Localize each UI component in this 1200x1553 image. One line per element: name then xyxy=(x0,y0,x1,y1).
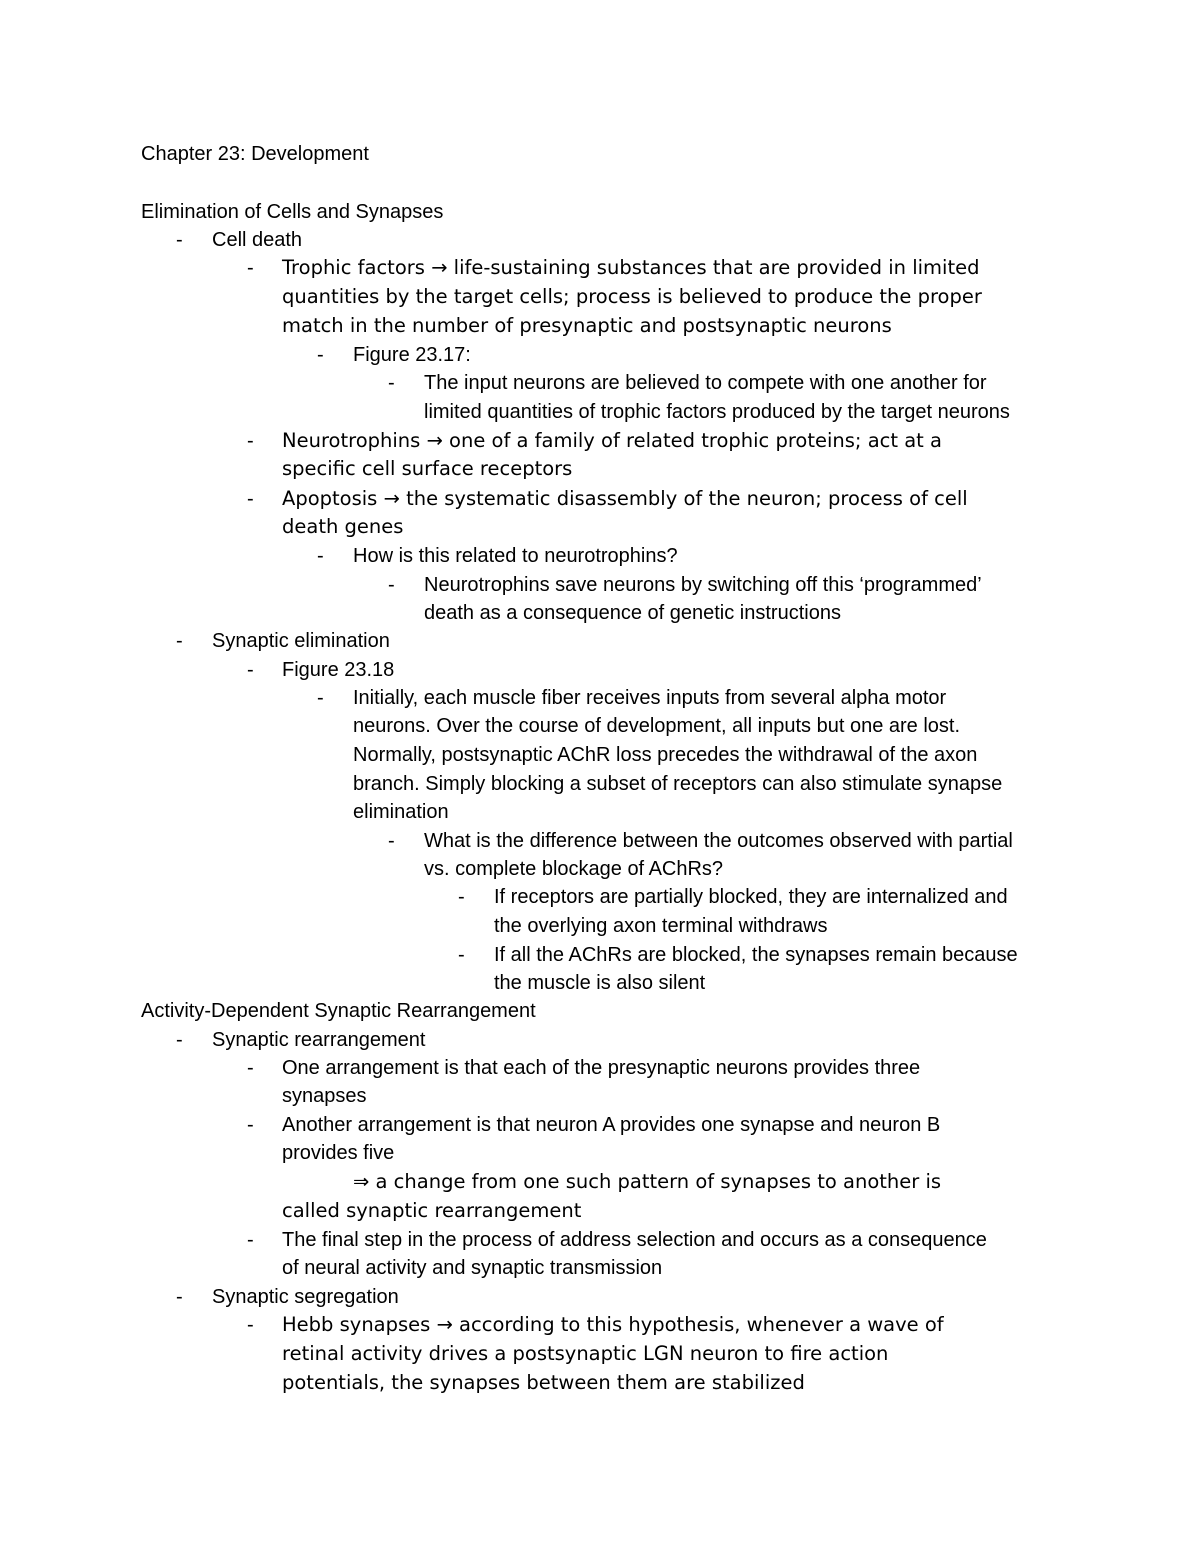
bullet-synaptic-rearrangement: Synaptic rearrangement xyxy=(212,1029,426,1051)
bullet-text-line: ⇒ a change from one such pattern of synapses to another is xyxy=(353,1170,942,1193)
bullet-text-line: How is this related to neurotrophins? xyxy=(353,545,678,567)
bullet-text-line: death as a consequence of genetic instructions xyxy=(424,602,841,624)
bullet-text-line: specific cell surface receptors xyxy=(282,457,573,480)
bullet-dash: - xyxy=(317,687,324,709)
bullet-dash: - xyxy=(317,344,324,366)
bullet-text-line: called synaptic rearrangement xyxy=(282,1199,582,1222)
bullet-dash: - xyxy=(458,886,465,908)
bullet-text-line: Initially, each muscle fiber receives inputs from several alpha motor xyxy=(353,687,947,709)
bullet-text-line: Hebb synapses → according to this hypothesis, whenever a wave of xyxy=(282,1313,944,1336)
bullet-text-line: If all the AChRs are blocked, the synapses remain because xyxy=(494,944,1018,966)
bullet-text-line: neurons. Over the course of development, all inputs but one are lost. xyxy=(353,715,961,737)
bullet-text-line: Neurotrophins → one of a family of related trophic proteins; act at a xyxy=(282,429,942,452)
bullet-text-line: The final step in the process of address selection and occurs as a consequence xyxy=(282,1229,987,1251)
section-heading: Activity-Dependent Synaptic Rearrangement xyxy=(141,1000,536,1022)
bullet-dash: - xyxy=(176,630,183,652)
bullet-text-line: match in the number of presynaptic and postsynaptic neurons xyxy=(282,314,892,337)
bullet-text-line: If receptors are partially blocked, they are internalized and xyxy=(494,886,1008,908)
bullet-text-line: vs. complete blockage of AChRs? xyxy=(424,858,724,880)
bullet-text-line: elimination xyxy=(353,801,449,823)
bullet-text-line: The input neurons are believed to compete with one another for xyxy=(424,372,987,394)
bullet-dash: - xyxy=(247,1057,254,1079)
bullet-text-line: Figure 23.18 xyxy=(282,659,395,681)
bullet-synaptic-elimination: Synaptic elimination xyxy=(212,630,390,652)
bullet-text-line: Figure 23.17: xyxy=(353,344,471,366)
bullet-text-line: limited quantities of trophic factors produced by the target neurons xyxy=(424,401,1010,423)
bullet-dash: - xyxy=(388,372,395,394)
bullet-text-line: Neurotrophins save neurons by switching off this ‘programmed’ xyxy=(424,574,982,596)
bullet-text-line: What is the difference between the outcomes observed with partial xyxy=(424,830,1013,852)
bullet-dash: - xyxy=(247,257,254,279)
bullet-dash: - xyxy=(458,944,465,966)
section-heading: Elimination of Cells and Synapses xyxy=(141,201,444,223)
bullet-dash: - xyxy=(176,1029,183,1051)
bullet-dash: - xyxy=(388,574,395,596)
bullet-text-line: synapses xyxy=(282,1085,367,1107)
bullet-cell-death: Cell death xyxy=(212,229,303,251)
bullet-text-line: Another arrangement is that neuron A provides one synapse and neuron B xyxy=(282,1114,941,1136)
bullet-text-line: death genes xyxy=(282,515,404,538)
bullet-text-line: branch. Simply blocking a subset of receptors can also stimulate synapse xyxy=(353,773,1003,795)
bullet-dash: - xyxy=(317,545,324,567)
bullet-synaptic-segregation: Synaptic segregation xyxy=(212,1286,399,1308)
document-title: Chapter 23: Development xyxy=(141,143,369,165)
bullet-dash: - xyxy=(388,830,395,852)
bullet-text-line: the muscle is also silent xyxy=(494,972,706,994)
bullet-dash: - xyxy=(247,1314,254,1336)
bullet-text-line: quantities by the target cells; process is believed to produce the proper xyxy=(282,285,982,308)
bullet-dash: - xyxy=(247,488,254,510)
bullet-text-line: Trophic factors → life-sustaining substances that are provided in limited xyxy=(282,256,980,279)
bullet-dash: - xyxy=(176,1286,183,1308)
bullet-dash: - xyxy=(247,430,254,452)
bullet-text-line: One arrangement is that each of the presynaptic neurons provides three xyxy=(282,1057,921,1079)
bullet-text-line: the overlying axon terminal withdraws xyxy=(494,915,828,937)
bullet-text-line: Apoptosis → the systematic disassembly of the neuron; process of cell xyxy=(282,487,968,510)
bullet-dash: - xyxy=(176,229,183,251)
bullet-text-line: Normally, postsynaptic AChR loss precedes the withdrawal of the axon xyxy=(353,744,978,766)
bullet-text-line: of neural activity and synaptic transmission xyxy=(282,1257,663,1279)
bullet-text-line: provides five xyxy=(282,1142,395,1164)
bullet-text-line: potentials, the synapses between them are stabilized xyxy=(282,1371,805,1394)
bullet-dash: - xyxy=(247,1114,254,1136)
bullet-dash: - xyxy=(247,1229,254,1251)
bullet-text-line: retinal activity drives a postsynaptic LGN neuron to fire action xyxy=(282,1342,889,1365)
bullet-dash: - xyxy=(247,659,254,681)
